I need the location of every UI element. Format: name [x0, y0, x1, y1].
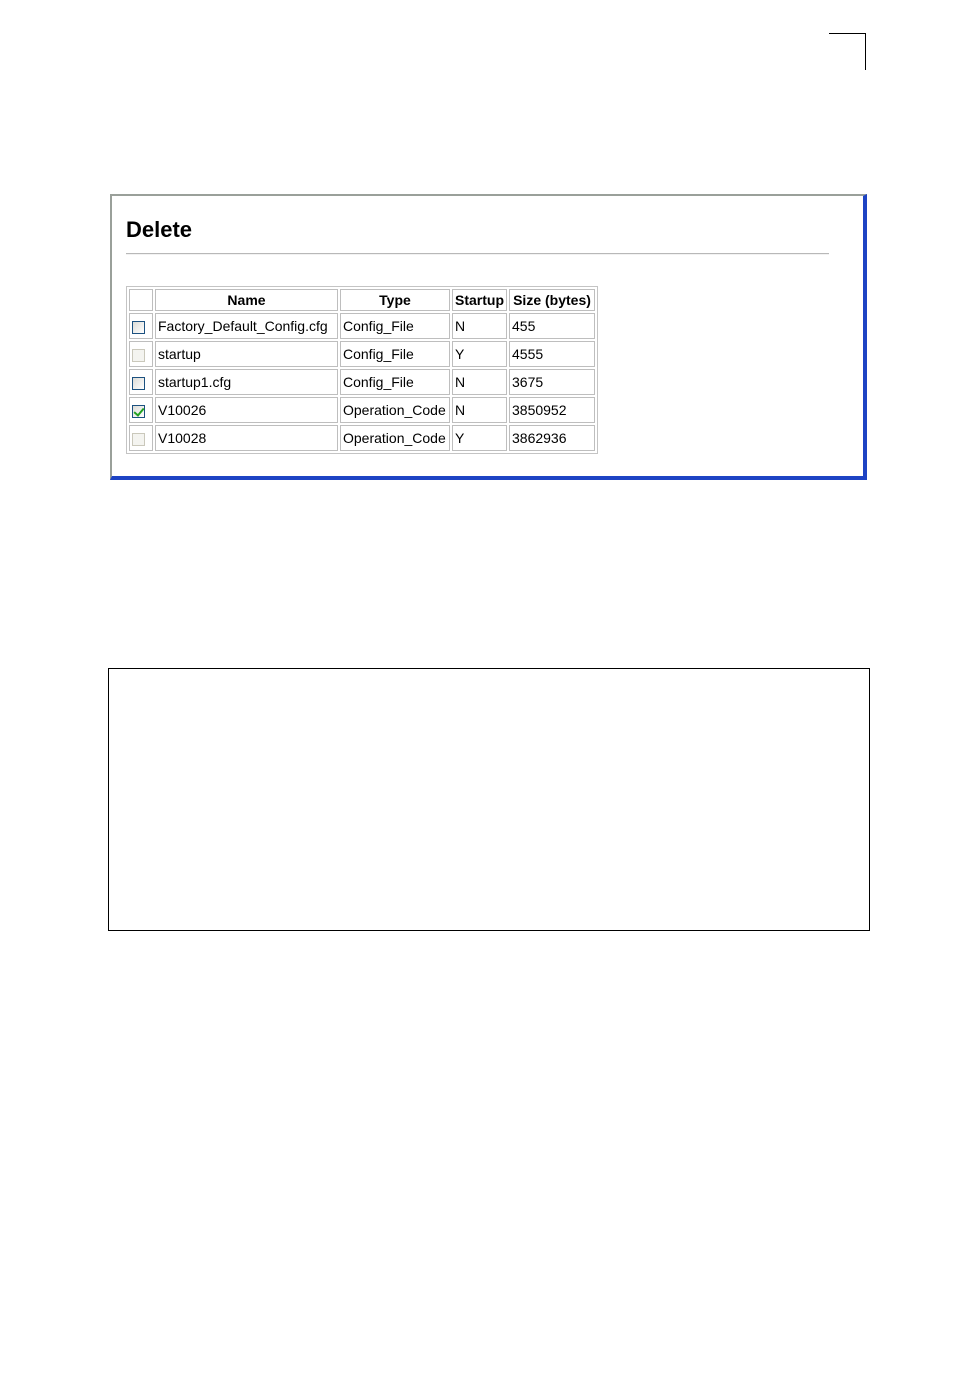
- file-name: startup1.cfg: [155, 369, 338, 395]
- row-checkbox: [132, 349, 145, 362]
- header-name: Name: [155, 289, 338, 311]
- table-row: [129, 397, 595, 423]
- row-checkbox: [132, 433, 145, 446]
- file-size: 3850952: [509, 397, 595, 423]
- empty-content-box: [108, 668, 870, 931]
- page-title: Delete: [126, 217, 193, 242]
- file-startup: N: [452, 397, 507, 423]
- file-type: Config_File: [340, 313, 450, 339]
- file-type: Config_File: [340, 369, 450, 395]
- file-name: V10028: [155, 425, 338, 451]
- table-row: [129, 341, 595, 367]
- file-size: 455: [509, 313, 595, 339]
- file-type: Operation_Code: [340, 397, 450, 423]
- file-size: 3862936: [509, 425, 595, 451]
- file-size: 3675: [509, 369, 595, 395]
- file-size: 4555: [509, 341, 595, 367]
- row-checkbox[interactable]: [132, 377, 145, 390]
- table-row: [129, 313, 595, 339]
- header-select: [129, 289, 153, 311]
- file-name: V10026: [155, 397, 338, 423]
- table-row: [129, 425, 595, 451]
- title-divider: [126, 253, 829, 255]
- file-name: startup: [155, 341, 338, 367]
- table-row: [129, 369, 595, 395]
- select-cell: [129, 313, 153, 339]
- header-size: Size (bytes): [509, 289, 595, 311]
- file-startup: N: [452, 313, 507, 339]
- row-checkbox[interactable]: [132, 405, 145, 418]
- select-cell: [129, 369, 153, 395]
- select-cell: [129, 341, 153, 367]
- file-name: Factory_Default_Config.cfg: [155, 313, 338, 339]
- file-table: [126, 286, 598, 454]
- file-type: Config_File: [340, 341, 450, 367]
- file-startup: N: [452, 369, 507, 395]
- row-checkbox[interactable]: [132, 321, 145, 334]
- header-type: Type: [340, 289, 450, 311]
- delete-panel: [110, 194, 867, 480]
- table-header-row: [129, 289, 595, 311]
- select-cell: [129, 397, 153, 423]
- header-startup: Startup: [452, 289, 507, 311]
- file-type: Operation_Code: [340, 425, 450, 451]
- file-startup: Y: [452, 341, 507, 367]
- file-startup: Y: [452, 425, 507, 451]
- page-corner-mark: [829, 33, 866, 70]
- select-cell: [129, 425, 153, 451]
